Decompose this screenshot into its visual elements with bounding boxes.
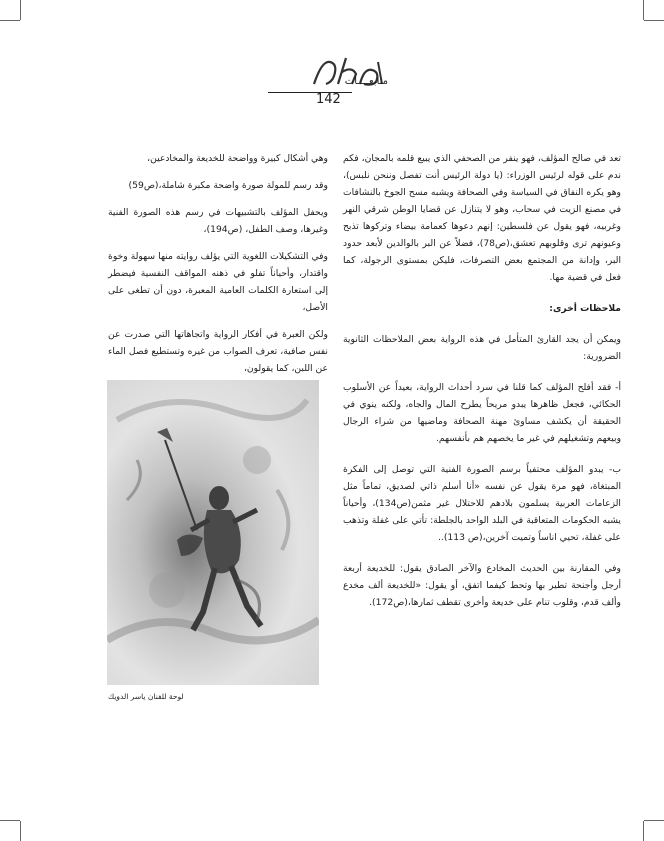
painting-caption: لوحة للفنان ياسر الدويك [108,692,184,701]
crop-mark [643,821,644,841]
paragraph: وفي التشكيلات اللغوية التي يؤلف روايته منها سهولة وخوة واقتدار، وأحياناً تفلو في ذهنه المواقف النفسية فيضطر إلى استعارة الكلمات العامية المعبرة، دون أن تطغى على الأصل، [108,251,328,313]
crop-mark [20,821,21,841]
paragraph: وقد رسم للمولة صورة واضحة مكبرة شاملة،(ص59) [128,180,328,191]
painting-image [107,380,319,685]
crop-mark [0,20,20,21]
crop-mark [20,0,21,20]
section-label: متابعــــات [344,76,388,87]
paragraph: وفي المقارنة بين الحديث المخادع والآخر الصادق يقول: للخديعة أربعة أرجل وأجنحة تطير بها وتحط كيفما اتفق، أو يقول: «للخديعة ألف مخدع وألف قدم، وقلوب تنام على خديعة وأخرى تقطف ثمارها،(ص172). [343,563,621,608]
crop-mark [0,820,20,821]
page-number: 142 [316,92,341,107]
crop-mark [644,20,664,21]
paragraph: ب- يبدو المؤلف محتفياً برسم الصورة الفنية التي توصل إلى الفكرة المبتغاة، فهو مرة يقول عن نفسه «أنا أسلم ذاتي لصديق، تماماً مثل الزعامات العربية يسلمون بلادهم للاحتلال غير مثمن(ص134)، وأحياناً يشبه الحكومات المتعاقبة في البلد الواحد بالجلطة: تأتي على غفلة وتذهب على غفلة، تحيي اناساً وتميت آخرين،(ص 113).. [343,464,621,543]
paragraph: ويحفل المؤلف بالتشبيهات في رسم هذه الصورة الفنية وغيرها، وصف الطفل، (ص194)، [108,207,328,235]
crop-mark [644,820,664,821]
paragraph: وهي أشكال كبيرة وواضحة للخديعة والمخادعين، [147,153,328,164]
crop-mark [643,0,644,20]
paragraph: أ- فقد أفلح المؤلف كما قلنا في سرد أحداث الرواية، بعيداً عن الأسلوب الحكائي، فجعل ظاهرها يبدو مريحاً يطرح المال والجاه، ولكنه ينوي في الحقيقة أن يكشف مساوئ مهنة الصحافة وماضيها من شراء الرجال وبيعهم وتشغيلهم في غير ما يخصهم هم بأنفسهم. [343,382,621,444]
left-column [108,150,328,387]
paragraph: تعد في صالح المؤلف، فهو ينفر من الصحفي الذي يبيع قلمه بالمجان، فكم ندم على قوله لرئيس الوزراء: (يا دولة الرئيس أنت تفصل وننحن نلبس)، وهو يكره النفاق في السياسة وفي الصحافة ويشبه مسح الجوخ بالنشافات في مصنع الزيت في سحاب، وهو لا يتنازل عن قضايا الوطن شرقي النهر وغربيه، فهو يقول عن فلسطين: إنهم دعوها كعمامة بيضاء وتركوها تذبح وعيونهم ترى وقلوبهم تعشق،(ص78)، فضلاً عن البر بالوالدين لأبعد حدود البر، وإدانة من المجتمع بعض التصرفات، فليكن بمستوى الرجولة، كما فعل في قضية مها. [343,153,621,283]
section-heading: ملاحظات أخرى: [549,303,621,314]
page-header [268,54,388,114]
paragraph: ولكن العبرة في أفكار الرواية واتجاهاتها التي صدرت عن نفس صافية، تعرف الصواب من غيره وتستطيع فصل الماء عن اللبن، كما يقولون، [108,329,328,374]
right-column [343,150,621,625]
paragraph: ويمكن أن يجد القارئ المتأمل في هذه الرواية بعض الملاحظات الثانوية الضرورية: [343,334,621,362]
